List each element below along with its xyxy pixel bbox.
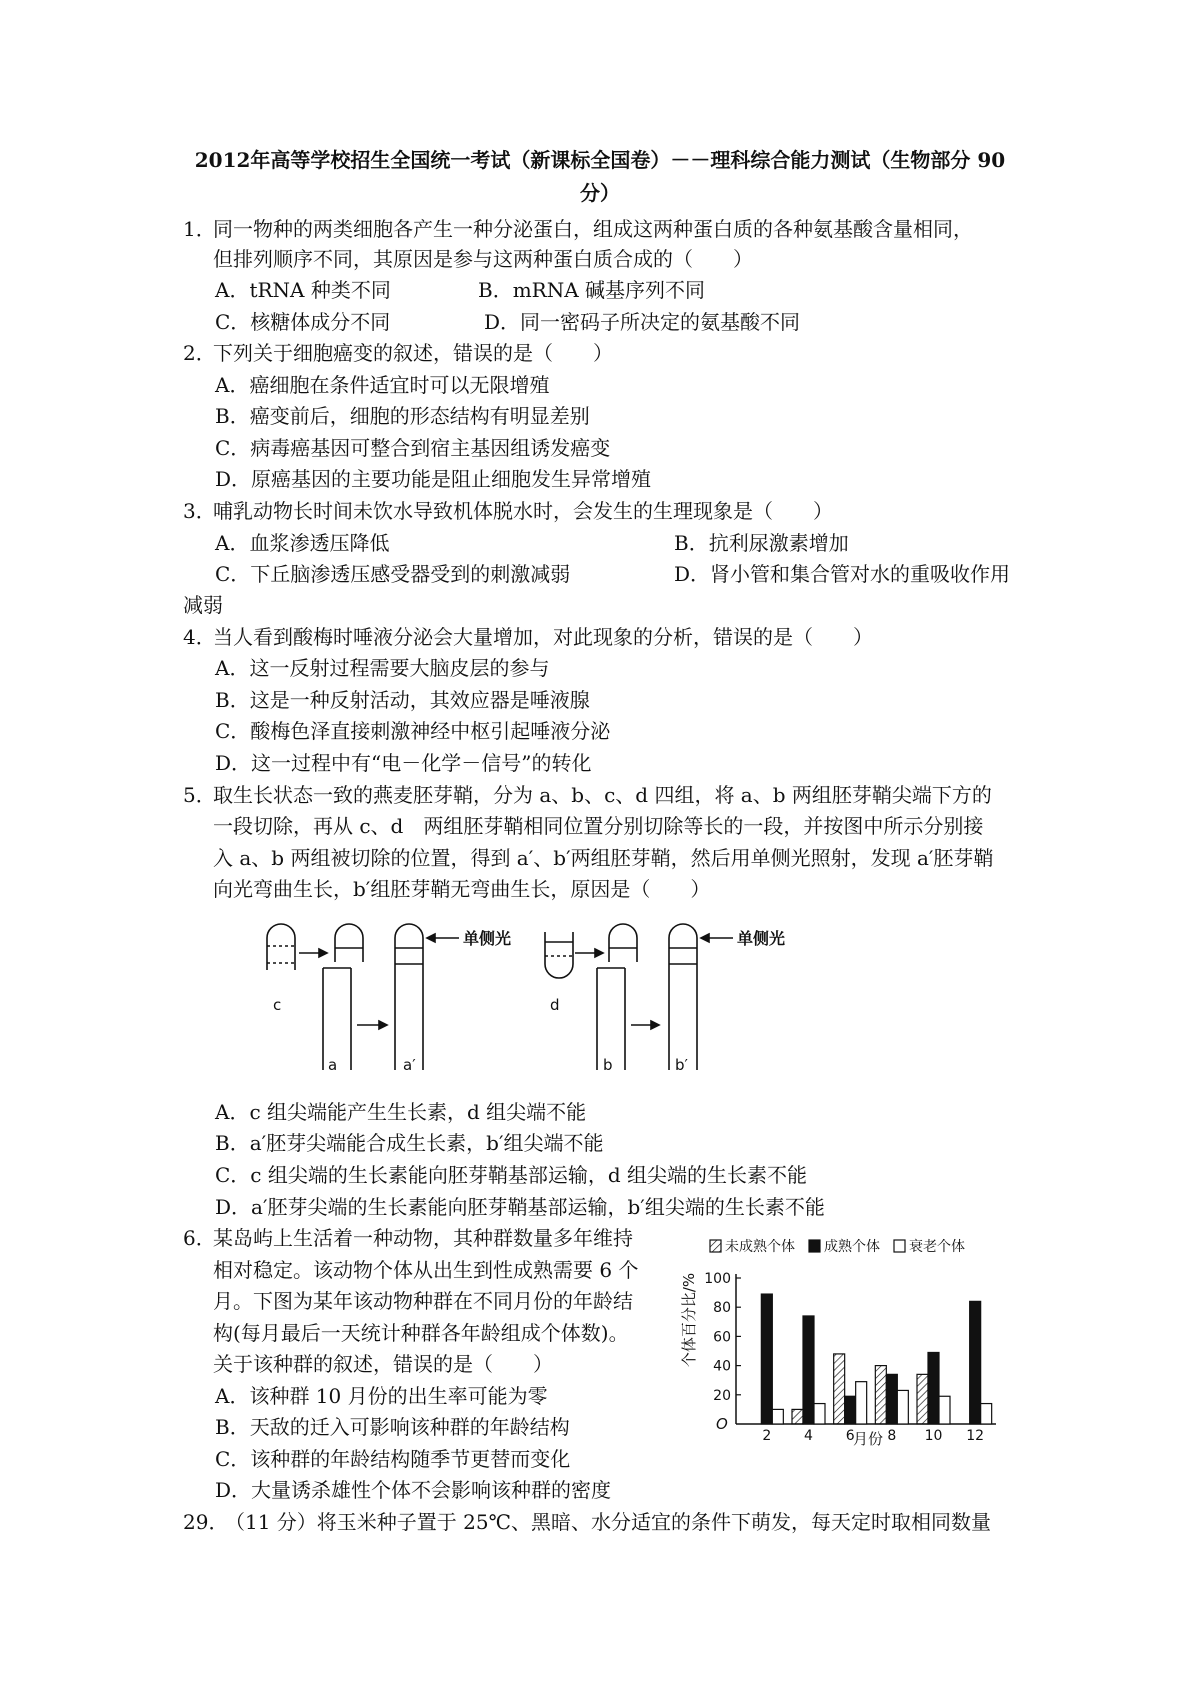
x-tick-label: 4 [804,1428,813,1444]
title-line-2: 分） [580,181,620,205]
label-c: c [273,996,282,1014]
q5-option-d: D．a′胚芽尖端的生长素能向胚芽鞘基部运输，b′组尖端的生长素不能 [215,1195,825,1219]
age-structure-chart [668,1232,1038,1450]
chart-bars [761,1294,991,1424]
y-tick-label: 100 [704,1271,731,1287]
legend-label: 成熟个体 [824,1239,880,1255]
q4-option-b: B．这是一种反射活动，其效应器是唾液腺 [215,688,590,712]
bar-1-8 [875,1366,886,1424]
q1-option-b: B．mRNA 碱基序列不同 [478,278,706,302]
x-tick-label: 6 [845,1428,855,1444]
q3-option-d-continued: 减弱 [183,593,223,617]
label-d: d [550,996,560,1014]
chart-y-label: 个体百分比/% [680,1272,698,1368]
q2-stem: 下列关于细胞癌变的叙述，错误的是（ ） [213,341,613,365]
chart-origin-label: O [716,1415,728,1433]
light-label-left: 单侧光 [463,929,512,948]
q2-option-b: B．癌变前后，细胞的形态结构有明显差别 [215,404,590,428]
x-tick-label: 2 [762,1428,772,1444]
q6-stem-line-5: 关于该种群的叙述，错误的是（ ） [213,1352,553,1376]
q3-number: 3． [183,499,216,523]
bar-1-6 [834,1354,845,1424]
q6-option-d: D．大量诱杀雄性个体不会影响该种群的密度 [215,1478,612,1502]
q6-stem-line-4: 构(每月最后一天统计种群各年龄组成个体数)。 [213,1321,629,1345]
bar-2-4 [803,1316,814,1424]
q29-number: 29． [183,1510,229,1534]
q2-number: 2． [183,341,216,365]
q1-stem-line-2: 但排列顺序不同，其原因是参与这两种蛋白质合成的（ ） [213,247,753,271]
q2-option-a: A．癌细胞在条件适宜时可以无限增殖 [215,373,550,397]
bar-2-10 [928,1352,939,1424]
bar-3-10 [939,1396,950,1424]
q4-option-c: C．酸梅色泽直接刺激神经中枢引起唾液分泌 [215,719,611,743]
coleoptile-diagram [255,920,815,1080]
bar-3-12 [981,1404,992,1424]
q3-option-c: C．下丘脑渗透压感受器受到的刺激减弱 [215,562,571,586]
q29-text: （11 分）将玉米种子置于 25℃、黑暗、水分适宜的条件下萌发，每天定时取相同数量 [225,1510,991,1534]
label-b-prime: b′ [675,1056,688,1074]
title-line-1: 2012年高等学校招生全国统一考试（新课标全国卷）－－理科综合能力测试（生物部分 90 [194,148,1006,172]
label-a: a [328,1056,338,1074]
q6-option-a: A．该种群 10 月份的出生率可能为零 [215,1384,548,1408]
bar-3-4 [814,1404,825,1424]
page-title [150,144,1050,210]
q4-stem: 当人看到酸梅时唾液分泌会大量增加，对此现象的分析，错误的是（ ） [213,625,873,649]
bar-3-2 [772,1409,783,1424]
q5-option-c: C．c 组尖端的生长素能向胚芽鞘基部运输，d 组尖端的生长素不能 [215,1163,808,1187]
x-tick-label: 10 [924,1428,943,1444]
q3-option-a: A．血浆渗透压降低 [215,531,390,555]
bar-2-8 [886,1374,897,1424]
q4-option-d: D．这一过程中有“电－化学－信号”的转化 [215,751,592,775]
legend-swatch [710,1240,721,1252]
bar-2-6 [845,1396,856,1424]
legend-label: 未成熟个体 [725,1239,795,1255]
q5-number: 5． [183,783,216,807]
q2-option-d: D．原癌基因的主要功能是阻止细胞发生异常增殖 [215,467,652,491]
legend-swatch [894,1240,905,1252]
y-tick-label: 20 [713,1387,731,1404]
label-b: b [603,1056,613,1074]
q5-stem-line-2: 一段切除，再从 c、d 两组胚芽鞘相同位置分别切除等长的一段，并按图中所示分别接 [213,814,984,838]
x-tick-label: 8 [887,1428,897,1444]
label-a-prime: a′ [403,1056,416,1074]
q1-number: 1． [183,217,216,241]
q5-stem-line-4: 向光弯曲生长，b′组胚芽鞘无弯曲生长，原因是（ ） [213,877,711,901]
y-tick-label: 80 [713,1300,731,1317]
q2-option-c: C．病毒癌基因可整合到宿主基因组诱发癌变 [215,436,611,460]
chart-legend [710,1238,965,1255]
bar-1-4 [792,1409,803,1424]
q3-option-d: D．肾小管和集合管对水的重吸收作用 [674,562,1011,586]
q5-stem-line-1: 取生长状态一致的燕麦胚芽鞘，分为 a、b、c、d 四组，将 a、b 两组胚芽鞘尖端下方的 [213,783,992,807]
q6-stem-line-2: 相对稳定。该动物个体从出生到性成熟需要 6 个 [213,1258,639,1282]
q6-stem-line-3: 月。下图为某年该动物种群在不同月份的年龄结 [213,1289,633,1313]
q6-stem-line-1: 某岛屿上生活着一种动物，其种群数量多年维持 [213,1226,633,1250]
bar-1-10 [917,1374,928,1424]
q5-option-b: B．a′胚芽尖端能合成生长素，b′组尖端不能 [215,1131,604,1155]
q4-option-a: A．这一反射过程需要大脑皮层的参与 [215,656,550,680]
q1-option-a: A．tRNA 种类不同 [215,278,391,302]
q6-number: 6． [183,1226,216,1250]
chart-x-label: 月份 [852,1430,884,1448]
q1-stem-line-1: 同一物种的两类细胞各产生一种分泌蛋白，组成这两种蛋白质的各种氨基酸含量相同， [213,217,973,241]
y-tick-label: 60 [713,1329,731,1346]
y-tick-label: 40 [713,1358,731,1375]
bar-2-2 [761,1294,772,1424]
x-tick-label: 12 [966,1428,985,1444]
q3-stem: 哺乳动物长时间未饮水导致机体脱水时，会发生的生理现象是（ ） [213,499,833,523]
q1-option-d: D．同一密码子所决定的氨基酸不同 [484,310,801,334]
q4-number: 4． [183,625,216,649]
q6-option-b: B．天敌的迁入可影响该种群的年龄结构 [215,1415,570,1439]
light-label-right: 单侧光 [737,929,786,948]
q3-option-b: B．抗利尿激素增加 [674,531,849,555]
legend-label: 衰老个体 [909,1239,965,1255]
q5-stem-line-3: 入 a、b 两组被切除的位置，得到 a′、b′两组胚芽鞘，然后用单侧光照射，发现 a′胚芽鞘 [213,846,994,870]
q5-option-a: A．c 组尖端能产生生长素，d 组尖端不能 [215,1100,587,1124]
bar-3-6 [856,1382,867,1424]
q1-option-c: C．核糖体成分不同 [215,310,391,334]
legend-swatch [809,1240,820,1252]
bar-3-8 [897,1390,908,1424]
q6-option-c: C．该种群的年龄结构随季节更替而变化 [215,1447,571,1471]
bar-2-12 [970,1301,981,1424]
